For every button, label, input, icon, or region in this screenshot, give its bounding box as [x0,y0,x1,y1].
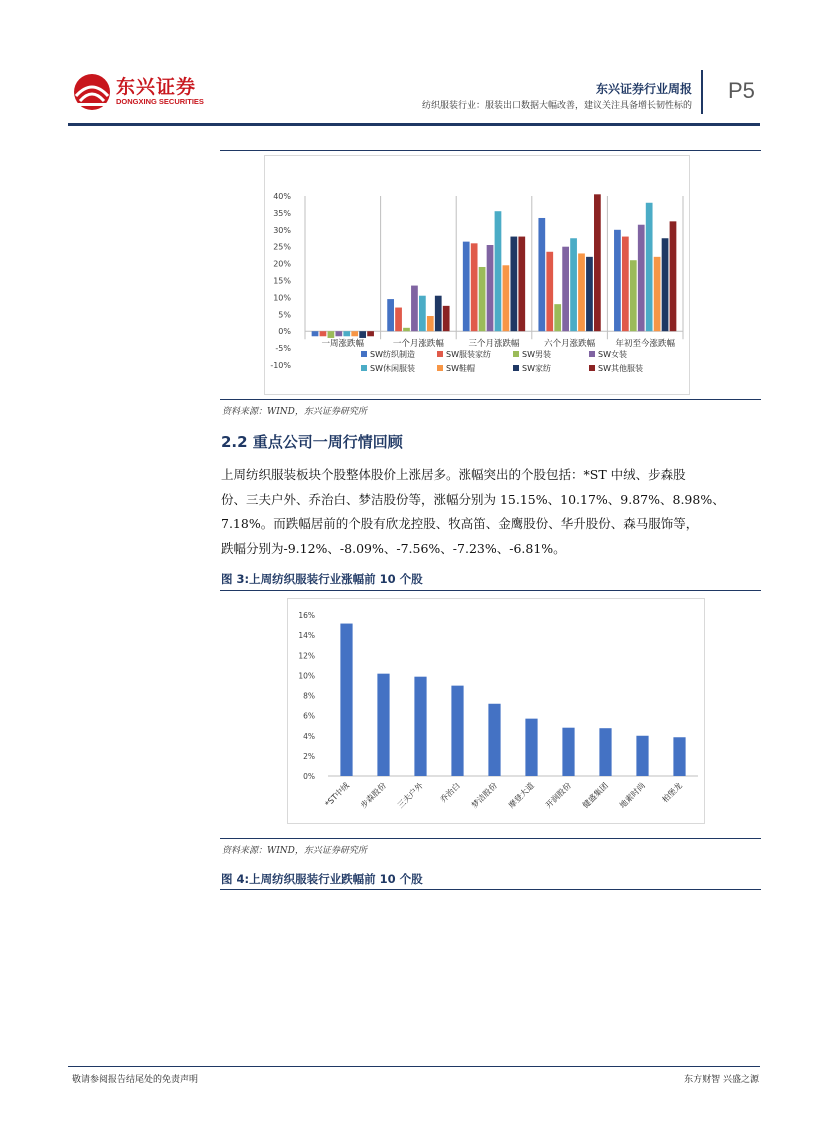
page-number: P5 [728,78,755,103]
y-tick-label: 10% [298,671,315,681]
report-title: 东兴证券行业周报 [595,82,692,96]
category-label: 梦洁股份 [469,781,499,811]
logo-english-name: DONGXING SECURITIES [116,97,204,106]
bar-SW服装家纺 [546,252,553,331]
figure3-source: 资料来源：WIND，东兴证券研究所 [222,846,367,856]
y-tick-label: 35% [273,208,291,218]
y-tick-label: 4% [303,731,315,741]
legend-label: SW男装 [522,350,551,359]
legend-label: SW其他服装 [598,364,643,373]
category-label: 三个月涨跌幅 [468,339,520,350]
category-label: 开润股份 [543,781,573,811]
bar-SW女装 [411,286,418,332]
legend-swatch [361,351,367,357]
category-label: 摩登大道 [506,781,536,811]
category-label: *ST中绒 [323,781,351,809]
legend-swatch [437,351,443,357]
paragraph-line: 跌幅分别为-9.12%、-8.09%、-7.56%、-7.23%、-6.81%。 [221,540,566,556]
bar-SW服装家纺 [622,237,629,332]
legend-swatch [361,365,367,371]
bar-SW休闲服装 [343,331,350,336]
bar [525,719,537,776]
chart1-source: 资料来源：WIND，东兴证券研究所 [222,407,367,417]
chart1-frame [264,155,690,395]
bar-SW休闲服装 [570,238,577,331]
y-tick-label: 6% [303,711,315,721]
category-label: 乔治白 [438,781,462,805]
bar-SW男装 [479,267,486,331]
figure3-title: 图 3:上周纺织服装行业涨幅前 10 个股 [221,572,423,586]
y-tick-label: 20% [273,259,291,269]
bar-SW服装家纺 [471,243,478,331]
legend-label: SW女装 [598,350,627,359]
y-tick-label: 25% [273,242,291,252]
sector-returns-chart [265,156,689,394]
legend-swatch [513,351,519,357]
y-tick-label: 40% [273,192,291,201]
bar-SW其他服装 [594,194,601,331]
y-tick-label: 30% [273,225,291,235]
report-subtitle: 纺织服装行业：服装出口数据大幅改善，建议关注具备增长韧性标的 [421,101,692,111]
paragraph-line: 上周纺织服装板块个股整体股价上涨居多。涨幅突出的个股包括：*ST 中绒、步森股 [221,467,686,482]
bar-SW服装家纺 [395,308,402,332]
bar-SW男装 [554,304,561,331]
legend-swatch [589,351,595,357]
y-tick-label: 0% [303,772,315,781]
y-tick-label: 0% [278,327,291,337]
bar [451,686,463,776]
y-tick-label: 5% [278,310,291,320]
bar [340,624,352,776]
footer-disclaimer: 敬请参阅报告结尾处的免责声明 [72,1075,199,1085]
bar-SW其他服装 [518,237,525,332]
legend-label: SW家纺 [522,364,551,373]
logo-chinese-name: 东兴证券 [116,76,197,98]
category-label: 三夫户外 [395,781,425,811]
bar [377,674,389,776]
bar-SW女装 [562,247,569,332]
category-label: 柏堡龙 [660,781,684,805]
bar-SW鞋帽 [654,257,661,331]
bar-SW服装家纺 [320,331,327,336]
figure4-top-rule [220,889,761,890]
legend-swatch [437,365,443,371]
category-label: 一个月涨跌幅 [392,339,444,350]
top-gainers-chart [288,599,704,823]
y-tick-label: 14% [298,631,315,641]
figure4-title: 图 4:上周纺织服装行业跌幅前 10 个股 [221,872,423,886]
category-label: 步森股份 [358,781,388,811]
legend-label: SW服装家纺 [446,350,491,359]
bar-SW其他服装 [367,331,374,336]
bar [636,736,648,776]
bar-SW女装 [487,245,494,331]
company-logo-icon [70,72,114,110]
bar-SW鞋帽 [427,316,434,331]
header-divider [701,70,703,114]
bar-SW纺织制造 [387,299,394,331]
bar-SW家纺 [586,257,593,331]
legend-swatch [589,365,595,371]
y-tick-label: 10% [273,293,291,303]
bar-SW鞋帽 [503,265,510,331]
category-label: 六个月涨跌幅 [544,339,596,350]
category-label: 一周涨跌幅 [321,339,365,350]
bar-SW其他服装 [443,306,450,331]
bar [673,737,685,776]
bar [414,677,426,776]
bar-SW家纺 [359,331,366,338]
figure3-bottom-rule [220,838,761,839]
y-tick-label: 16% [298,611,315,620]
section-title: 2.2 重点公司一周行情回顾 [221,433,403,451]
section-paragraph [221,463,766,561]
bar-SW休闲服装 [419,296,426,331]
bar-SW家纺 [435,296,442,331]
category-label: 年初至今涨跌幅 [615,339,675,350]
footer-slogan: 东方财智 兴盛之源 [684,1075,759,1085]
bar [599,728,611,776]
paragraph-line: 份、三夫户外、乔治白、梦洁股份等，涨幅分别为 15.15%、10.17%、9.87%、8.98%、 [221,491,725,507]
legend-label: SW纺织制造 [370,350,415,359]
bar-SW女装 [335,331,342,336]
y-tick-label: 2% [303,751,315,761]
y-tick-label: -5% [275,344,291,354]
bar-SW鞋帽 [351,331,358,336]
figure3-frame [287,598,705,824]
bar-SW家纺 [662,238,669,331]
y-tick-label: 8% [303,691,315,701]
bar-SW男装 [630,260,637,331]
legend-label: SW鞋帽 [446,364,475,373]
bar-SW休闲服装 [646,203,653,331]
footer-rule [68,1066,760,1067]
bar-SW纺织制造 [312,331,319,336]
chart1-bottom-rule [220,399,761,400]
bar-SW休闲服装 [495,211,502,331]
header-rule [68,123,760,126]
bar-SW纺织制造 [614,230,621,331]
paragraph-line: 7.18%。而跌幅居前的个股有欣龙控股、牧高笛、金鹰股份、华升股份、森马服饰等， [221,516,699,531]
chart1-top-rule [220,150,761,151]
bar-SW其他服装 [670,221,677,331]
legend-swatch [513,365,519,371]
bar-SW男装 [328,331,335,338]
bar [488,704,500,776]
bar-SW男装 [403,328,410,331]
y-tick-label: 12% [298,651,315,661]
figure3-top-rule [220,590,761,591]
legend-label: SW休闲服装 [370,364,415,373]
y-tick-label: 15% [273,276,291,286]
bar-SW纺织制造 [463,242,470,332]
bar-SW鞋帽 [578,253,585,331]
y-tick-label: -10% [270,361,291,370]
bar [562,728,574,776]
bar-SW女装 [638,225,645,331]
bar-SW家纺 [510,237,517,332]
bar-SW纺织制造 [538,218,545,331]
category-label: 健盛集团 [580,781,610,811]
category-label: 地素时尚 [617,781,647,811]
